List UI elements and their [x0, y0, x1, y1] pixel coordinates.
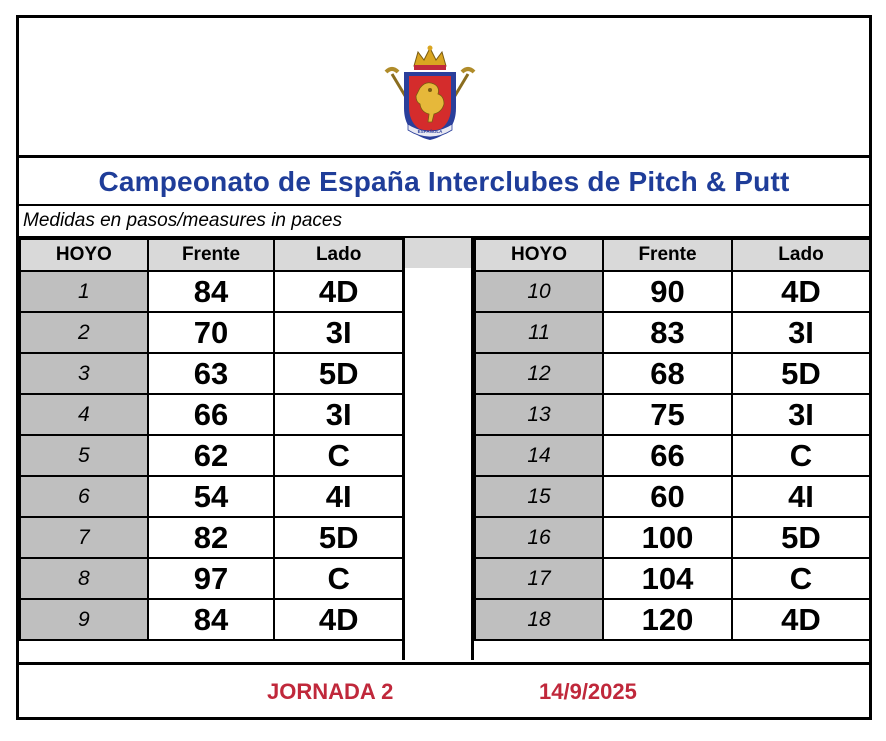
side-distance-cell: C	[274, 558, 403, 599]
side-distance-cell: 3I	[732, 312, 870, 353]
divider	[402, 238, 405, 660]
table-row	[20, 476, 403, 517]
front-distance-cell: 70	[148, 312, 275, 353]
side-distance-cell: 4D	[274, 599, 403, 640]
side-distance-cell: 4D	[732, 271, 870, 312]
table-row	[475, 599, 870, 640]
hole-cell: 15	[475, 476, 603, 517]
hole-cell: 16	[475, 517, 603, 558]
hole-cell: 7	[20, 517, 148, 558]
table-row	[475, 476, 870, 517]
footer	[19, 662, 869, 723]
front-distance-cell: 100	[603, 517, 732, 558]
hole-cell: 5	[20, 435, 148, 476]
front-distance-cell: 66	[603, 435, 732, 476]
hole-cell: 2	[20, 312, 148, 353]
hole-cell: 4	[20, 394, 148, 435]
table-row	[475, 353, 870, 394]
holes-table-back-nine	[474, 238, 871, 641]
front-distance-cell: 97	[148, 558, 275, 599]
side-distance-cell: 4D	[274, 271, 403, 312]
front-distance-cell: 84	[148, 599, 275, 640]
side-distance-cell: C	[732, 558, 870, 599]
hole-cell: 18	[475, 599, 603, 640]
hole-cell: 6	[20, 476, 148, 517]
table-row	[20, 558, 403, 599]
hole-cell: 13	[475, 394, 603, 435]
header-hole: HOYO	[475, 239, 603, 271]
side-distance-cell: 3I	[274, 312, 403, 353]
table-row	[475, 435, 870, 476]
table-row	[475, 517, 870, 558]
table-row	[475, 394, 870, 435]
front-distance-cell: 66	[148, 394, 275, 435]
front-distance-cell: 63	[148, 353, 275, 394]
front-distance-cell: 68	[603, 353, 732, 394]
federation-crest-icon	[380, 44, 480, 142]
front-distance-cell: 54	[148, 476, 275, 517]
side-distance-cell: 3I	[274, 394, 403, 435]
side-distance-cell: 4I	[732, 476, 870, 517]
table-header-row	[20, 239, 403, 271]
front-distance-cell: 62	[148, 435, 275, 476]
front-distance-cell: 75	[603, 394, 732, 435]
front-distance-cell: 90	[603, 271, 732, 312]
hole-cell: 3	[20, 353, 148, 394]
table-row	[475, 558, 870, 599]
side-distance-cell: C	[732, 435, 870, 476]
svg-text:ESPAÑOLA: ESPAÑOLA	[417, 129, 443, 134]
center-gap	[402, 238, 474, 268]
side-distance-cell: C	[274, 435, 403, 476]
header-front: Frente	[148, 239, 275, 271]
hole-cell: 11	[475, 312, 603, 353]
header-hole: HOYO	[20, 239, 148, 271]
side-distance-cell: 4I	[274, 476, 403, 517]
note-row	[19, 206, 869, 238]
front-distance-cell: 60	[603, 476, 732, 517]
page-title: Campeonato de España Interclubes de Pitch & Putt	[98, 166, 790, 197]
hole-cell: 8	[20, 558, 148, 599]
table-row	[20, 353, 403, 394]
table-row	[475, 271, 870, 312]
table-row	[20, 271, 403, 312]
front-distance-cell: 83	[603, 312, 732, 353]
holes-table-front-nine	[19, 238, 404, 641]
hole-cell: 10	[475, 271, 603, 312]
header-side: Lado	[274, 239, 403, 271]
side-distance-cell: 5D	[274, 353, 403, 394]
header-side: Lado	[732, 239, 870, 271]
logo-area	[19, 18, 869, 158]
table-row	[20, 312, 403, 353]
front-distance-cell: 82	[148, 517, 275, 558]
side-distance-cell: 5D	[732, 353, 870, 394]
front-distance-cell: 84	[148, 271, 275, 312]
measure-note: Medidas en pasos/measures in paces	[23, 210, 342, 231]
date-label: 14/9/2025	[539, 679, 637, 704]
table-row	[20, 435, 403, 476]
hole-cell: 9	[20, 599, 148, 640]
front-distance-cell: 120	[603, 599, 732, 640]
hole-cell: 1	[20, 271, 148, 312]
table-row	[475, 312, 870, 353]
header-front: Frente	[603, 239, 732, 271]
hole-cell: 14	[475, 435, 603, 476]
title-row	[19, 158, 869, 206]
hole-cell: 12	[475, 353, 603, 394]
table-row	[20, 599, 403, 640]
side-distance-cell: 5D	[274, 517, 403, 558]
table-row	[20, 517, 403, 558]
side-distance-cell: 4D	[732, 599, 870, 640]
side-distance-cell: 3I	[732, 394, 870, 435]
front-distance-cell: 104	[603, 558, 732, 599]
side-distance-cell: 5D	[732, 517, 870, 558]
table-row	[20, 394, 403, 435]
hole-cell: 17	[475, 558, 603, 599]
round-label: JORNADA 2	[267, 679, 394, 704]
pin-sheet	[16, 15, 872, 720]
table-header-row	[475, 239, 870, 271]
